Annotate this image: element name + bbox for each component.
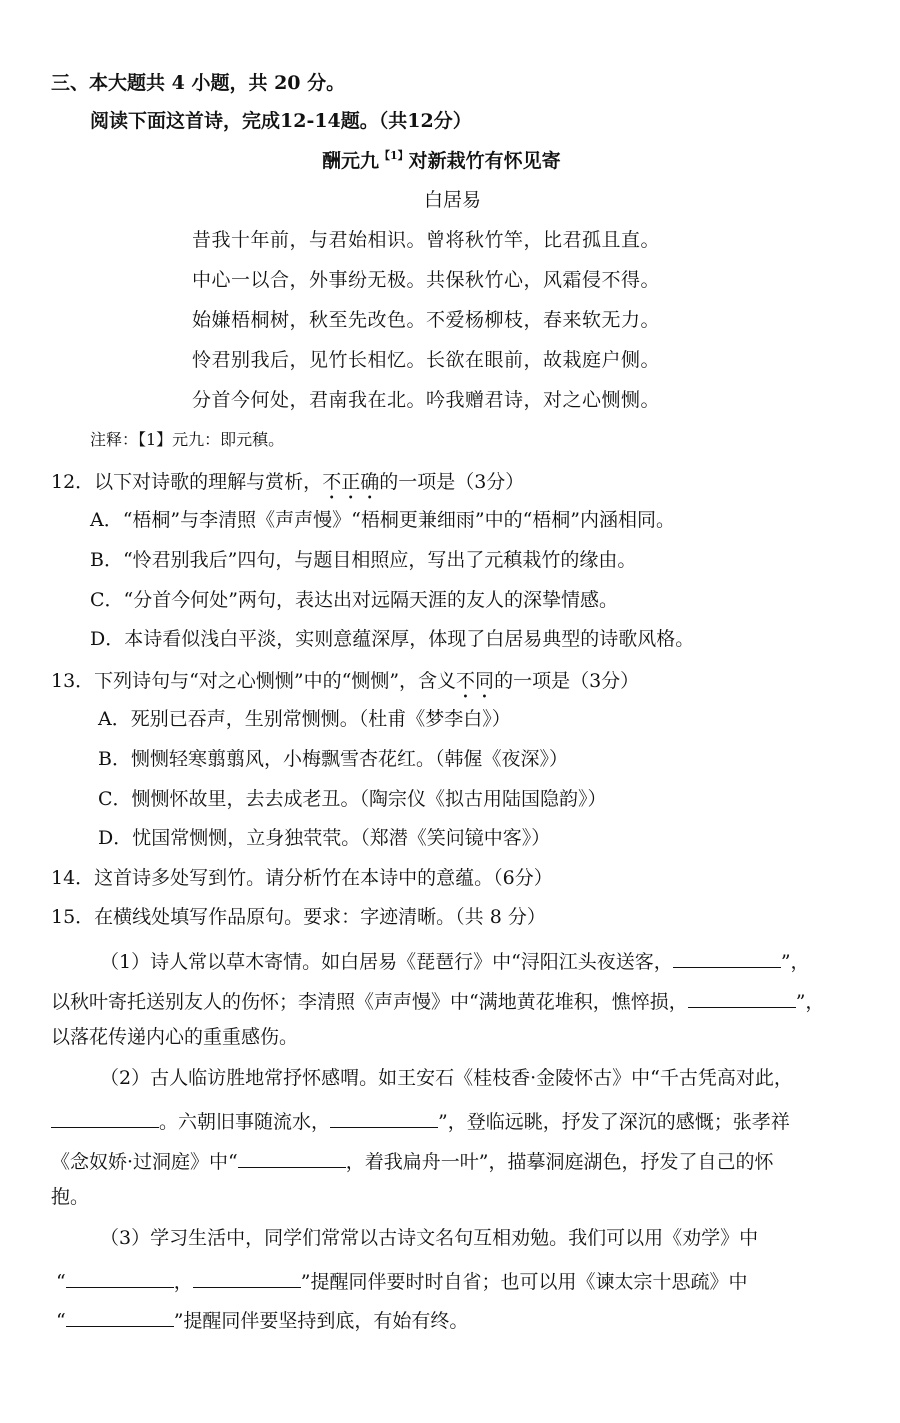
poem-note: 注释：【1】元九：即元稹。 bbox=[90, 430, 285, 449]
answer-blank[interactable] bbox=[673, 949, 781, 968]
reading-instruction: 阅读下面这首诗，完成12-14题。（共12分） bbox=[90, 110, 472, 132]
q15-p1-text: 以秋叶寄托送别友人的伤怀；李清照《声声慢》中“满地黄花堆积，憔悴损， bbox=[51, 991, 688, 1013]
q13-option-a: A．死别已吞声，生别常恻恻。（杜甫《梦李白》） bbox=[98, 708, 511, 730]
q12-emphasis: 不正确 bbox=[322, 471, 380, 493]
answer-blank[interactable] bbox=[688, 989, 796, 1008]
q12-option-d: D．本诗看似浅白平淡，实则意蕴深厚，体现了白居易典型的诗歌风格。 bbox=[90, 628, 695, 650]
q15-p1-text: （1）诗人常以草木寄情。如白居易《琵琶行》中“浔阳江头夜送客， bbox=[100, 951, 673, 973]
q13-option-b: B．恻恻轻寒翦翦风，小梅飘雪杏花红。（韩偓《夜深》） bbox=[98, 748, 568, 770]
q15-p3-text: ”提醒同伴要坚持到底，有始有终。 bbox=[173, 1310, 469, 1332]
question-12 bbox=[51, 471, 524, 504]
question-13 bbox=[51, 670, 639, 703]
q12-option-a: A．“梧桐”与李清照《声声慢》“梧桐更兼细雨”中的“梧桐”内涵相同。 bbox=[90, 509, 676, 531]
q15-part2-line3 bbox=[51, 1149, 773, 1172]
poem-line: 分首今何处，君南我在北。吟我赠君诗，对之心恻恻。 bbox=[192, 389, 661, 411]
q15-p2-text: 《念奴娇·过洞庭》中“ bbox=[51, 1151, 238, 1173]
q15-p3-text: ， bbox=[173, 1271, 193, 1293]
answer-blank[interactable] bbox=[66, 1308, 174, 1327]
q15-p3-text: “ bbox=[56, 1310, 66, 1332]
poem-title bbox=[322, 150, 561, 171]
q15-part1-line3: 以落花传递内心的重重感伤。 bbox=[51, 1026, 299, 1048]
answer-blank[interactable] bbox=[51, 1109, 159, 1128]
poem-title-note: 【1】 bbox=[379, 149, 409, 162]
q15-part3-line2 bbox=[56, 1269, 747, 1292]
q15-part2-line4: 抱。 bbox=[51, 1186, 90, 1208]
answer-blank[interactable] bbox=[193, 1269, 301, 1288]
q15-part2-line2 bbox=[51, 1109, 790, 1132]
q12-stem-after: 的一项是（3分） bbox=[379, 471, 525, 493]
q15-p1-end: ”， bbox=[795, 991, 825, 1013]
q13-emphasis: 不同 bbox=[456, 670, 495, 692]
q15-part1-line2 bbox=[51, 989, 824, 1012]
q15-part3-line3 bbox=[56, 1308, 468, 1331]
q15-part1-line1 bbox=[100, 949, 810, 972]
question-14: 14．这首诗多处写到竹。请分析竹在本诗中的意蕴。（6分） bbox=[51, 867, 553, 889]
poem-line: 昔我十年前，与君始相识。曾将秋竹竿，比君孤且直。 bbox=[192, 229, 661, 251]
poem-title-after: 对新栽竹有怀见寄 bbox=[408, 150, 561, 172]
section-header: 三、本大题共 4 小题，共 20 分。 bbox=[51, 72, 346, 94]
q15-p3-text: “ bbox=[56, 1271, 66, 1293]
q13-stem-before: 13．下列诗句与“对之心恻恻”中的“恻恻”，含义 bbox=[51, 670, 457, 692]
q15-p1-end: ”， bbox=[780, 951, 810, 973]
q13-stem-after: 的一项是（3分） bbox=[494, 670, 640, 692]
answer-blank[interactable] bbox=[238, 1149, 346, 1168]
q15-part3-line1: （3）学习生活中，同学们常常以古诗文名句互相劝勉。我们可以用《劝学》中 bbox=[100, 1227, 759, 1249]
q12-option-b: B．“怜君别我后”四句，与题目相照应，写出了元稹栽竹的缘由。 bbox=[90, 549, 637, 571]
poem-line: 怜君别我后，见竹长相忆。长欲在眼前，故栽庭户侧。 bbox=[192, 349, 661, 371]
answer-blank[interactable] bbox=[66, 1269, 174, 1288]
q15-p2-text: ，着我扁舟一叶”，描摹洞庭湖色，抒发了自己的怀 bbox=[345, 1151, 774, 1173]
poem-line: 始嫌梧桐树，秋至先改色。不爱杨柳枝，春来软无力。 bbox=[192, 309, 661, 331]
question-15: 15．在横线处填写作品原句。要求：字迹清晰。（共 8 分） bbox=[51, 906, 546, 928]
q12-stem-before: 12．以下对诗歌的理解与赏析， bbox=[51, 471, 323, 493]
q12-option-c: C．“分首今何处”两句，表达出对远隔天涯的友人的深挚情感。 bbox=[90, 589, 618, 611]
q15-part2-line1: （2）古人临访胜地常抒怀感喟。如王安石《桂枝香·金陵怀古》中“千古凭高对此， bbox=[100, 1067, 793, 1089]
q15-p2-text: 。六朝旧事随流水， bbox=[159, 1111, 331, 1133]
poem-line: 中心一以合，外事纷无极。共保秋竹心，风霜侵不得。 bbox=[192, 269, 661, 291]
q15-p3-text: ”提醒同伴要时时自省；也可以用《谏太宗十思疏》中 bbox=[300, 1271, 748, 1293]
q15-p2-text: ”，登临远眺，抒发了深沉的感慨；张孝祥 bbox=[438, 1111, 790, 1133]
answer-blank[interactable] bbox=[330, 1109, 438, 1128]
q13-option-d: D．忧国常恻恻，立身独茕茕。（郑潜《笑问镜中客》） bbox=[98, 827, 551, 849]
poem-title-before: 酬元九 bbox=[322, 150, 380, 172]
q13-option-c: C．恻恻怀故里，去去成老丑。（陶宗仪《拟古用陆国隐韵》） bbox=[98, 788, 607, 810]
poem-author: 白居易 bbox=[424, 189, 482, 211]
